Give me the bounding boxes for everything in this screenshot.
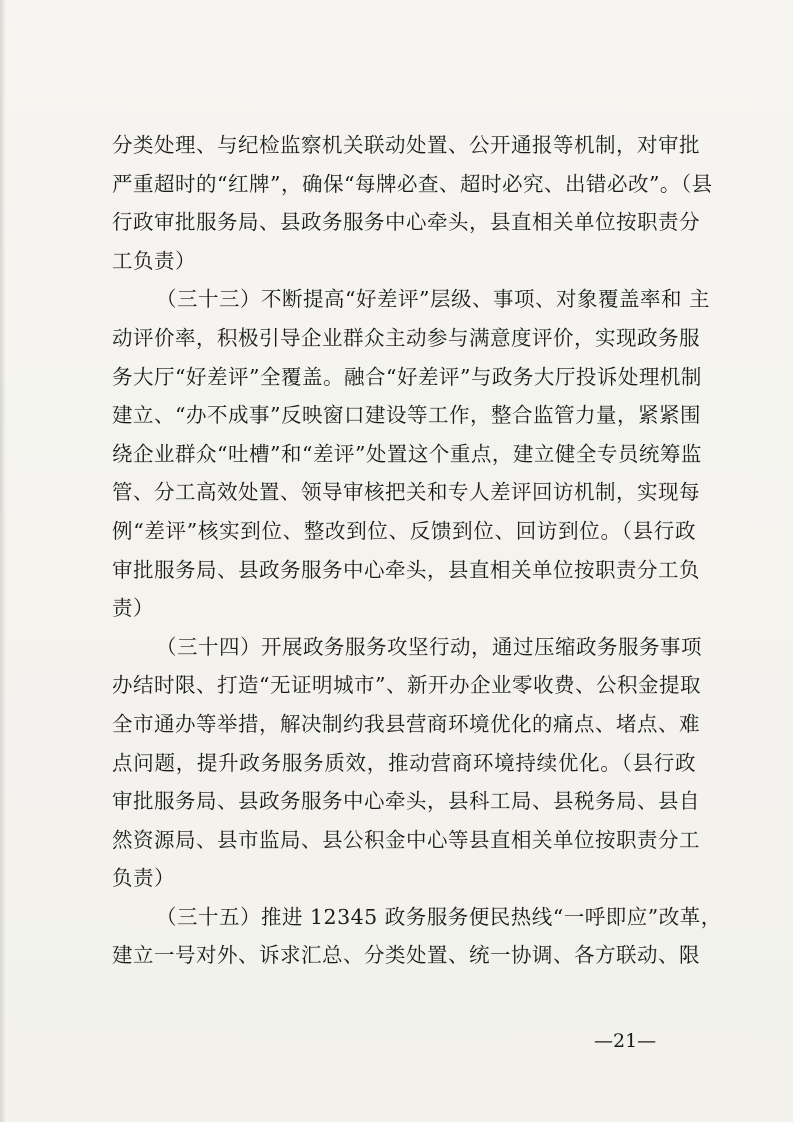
text-line: 审批服务局、县政务服务中心牵头，县科工局、县税务局、县自 [112,789,700,814]
text-line: 负责） [112,866,175,891]
document-body [112,126,722,975]
text-line: 然资源局、县市监局、县公积金中心等县直相关单位按职责分工 [112,827,700,852]
page-number: —21— [594,1030,657,1052]
text-line: 建立一号对外、诉求汇总、分类处置、统一协调、各方联动、限 [112,943,700,968]
page-edge-shadow [0,0,6,1122]
text-line: 点问题，提升政务服务质效，推动营商环境持续优化。（县行政 [112,750,696,775]
text-line: （三十五）推进 12345 政务服务便民热线“一呼即应”改革， [156,904,722,929]
text-line: 例“差评”核实到位、整改到位、反馈到位、回访到位。（县行政 [112,518,696,543]
text-line: 行政审批服务局、县政务服务中心牵头，县直相关单位按职责分 [112,210,700,235]
text-line: 办结时限、打造“无证明城市”、新开办企业零收费、公积金提取 [112,673,701,698]
text-line: 责） [112,596,154,621]
text-line: 绕企业群众“吐槽”和“差评”处置这个重点，建立健全专员统筹监 [112,441,702,466]
text-line: 审批服务局、县政务服务中心牵头，县直相关单位按职责分工负 [112,557,700,582]
text-line: 动评价率，积极引导企业群众主动参与满意度评价，实现政务服 [112,325,700,350]
text-line: 严重超时的“红牌”，确保“每牌必查、超时必究、出错必改”。（县 [112,171,713,196]
text-line: 务大厅“好差评”全覆盖。融合“好差评”与政务大厅投诉处理机制 [112,364,702,389]
text-line: 全市通办等举措，解决制约我县营商环境优化的痛点、堵点、难 [112,711,700,736]
text-line: 管、分工高效处置、领导审核把关和专人差评回访机制，实现每 [112,480,700,505]
text-line: （三十三）不断提高“好差评”层级、事项、对象覆盖率和 主 [156,287,710,312]
text-line: 建立、“办不成事”反映窗口建设等工作，整合监管力量，紧紧围 [112,403,701,428]
text-line: （三十四）开展政务服务攻坚行动，通过压缩政务服务事项 [156,634,702,659]
text-line: 分类处理、与纪检监察机关联动处置、公开通报等机制，对审批 [112,133,700,157]
text-line: 工负责） [112,248,196,273]
